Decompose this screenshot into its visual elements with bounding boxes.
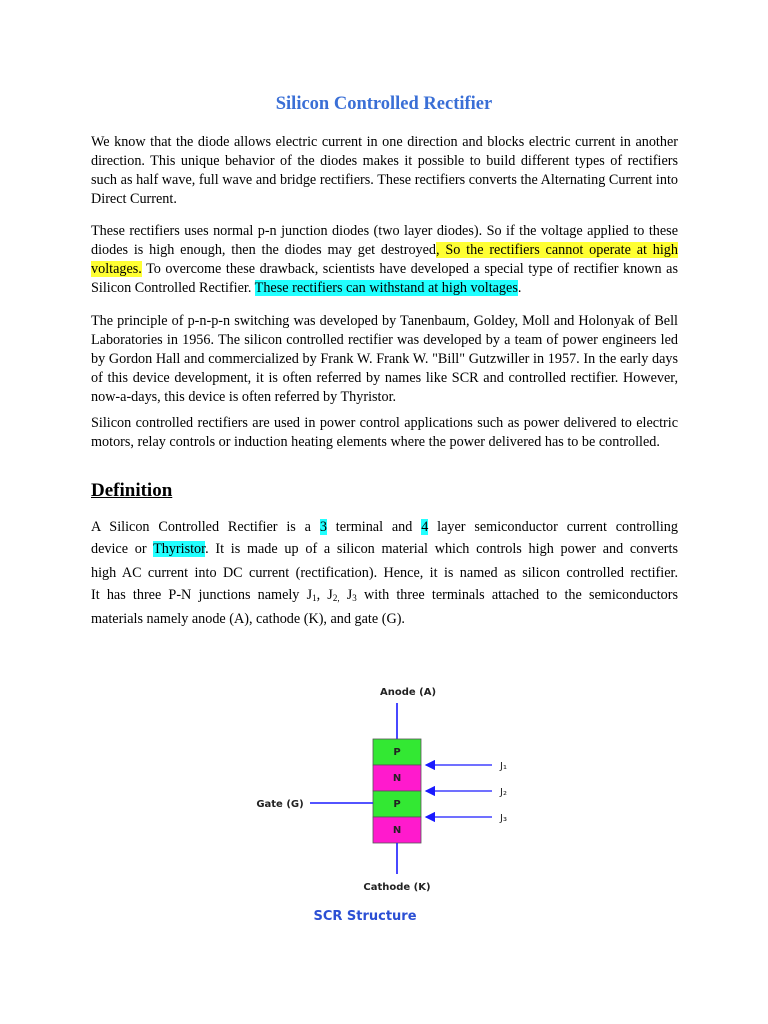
definition-line: high AC current into DC current (rectification). Hence, it is named as silicon controlled rectifier. — [91, 565, 678, 581]
intro-paragraph: We know that the diode allows electric current in one direction and blocks electric current in another direction. This unique behavior of the diodes makes it possible to build different types of rectifiers such as half wave, full wave and bridge rectifiers. These rectifiers converts the Alternating Current into Direct Current. — [91, 134, 678, 207]
subscript: 2, — [332, 593, 340, 603]
layer-label: N — [392, 773, 402, 784]
anode-label: Anode (A) — [379, 687, 437, 698]
text-run: with three terminals attached to the semiconductors — [356, 587, 679, 603]
text-run: To overcome these drawback, scientists have developed a special type of rectifier known as Silicon Controlled Rectifier. — [91, 261, 678, 296]
highlight-cyan: 4 — [421, 519, 429, 535]
highlight-cyan: Thyristor — [153, 541, 206, 557]
junction-label: J₃ — [500, 813, 507, 824]
cathode-label: Cathode (K) — [363, 882, 431, 893]
history-paragraph: The principle of p-n-p-n switching was developed by Tanenbaum, Goldey, Moll and Holonyak of Bell Laboratories in 1956. The silicon controlled rectifier was developed by a team of power engineers led by Gordon Hall and commercialized by Frank W. Frank W. "Bill" Gutzwiller in 1957. In the early days of this device development, it is often referred by names like SCR and controlled rectifier. However, now-a-days, this device is often referred by Thyristor. — [91, 313, 678, 405]
text-run: terminal and — [326, 519, 422, 535]
scr-structure-diagram — [240, 676, 530, 926]
text-run: device or — [91, 541, 154, 557]
junction-label: J₂ — [500, 787, 507, 798]
subscript: 3 — [352, 593, 357, 603]
highlight-yellow: , So the rectifiers cannot operate at high voltages. — [91, 242, 678, 277]
text-run: . — [517, 280, 522, 296]
definition-paragraph — [91, 516, 678, 630]
layer-label: P — [393, 799, 401, 810]
definition-heading: Definition — [91, 480, 173, 501]
gate-label: Gate (G) — [256, 799, 304, 810]
highlight-cyan: These rectifiers can withstand at high voltages — [254, 280, 518, 296]
definition-line — [91, 538, 678, 560]
layer-label: N — [392, 825, 402, 836]
page-title: Silicon Controlled Rectifier — [275, 94, 493, 114]
subscript: 1 — [312, 593, 317, 603]
junction-label: J₁ — [500, 761, 507, 772]
text-run: layer semiconductor current controlling — [428, 519, 678, 535]
layer-label: P — [393, 747, 401, 758]
highlight-cyan: 3 — [319, 519, 327, 535]
rectifier-paragraph — [91, 222, 678, 298]
text-run: J — [339, 587, 353, 603]
diagram-caption: SCR Structure — [313, 909, 417, 924]
text-run: It has three P-N junctions namely J — [91, 587, 313, 603]
definition-line — [91, 516, 678, 538]
definition-line: materials namely anode (A), cathode (K), and gate (G). — [91, 611, 405, 627]
text-run: . It is made up of a silicon material which controls high power and converts — [205, 541, 678, 557]
text-run: A Silicon Controlled Rectifier is a — [91, 519, 320, 535]
text-run: These rectifiers uses normal p-n junction diodes (two layer diodes). So if the voltage applied to these diodes is high enough, then the diodes may get destroyed — [91, 223, 678, 258]
definition-line — [91, 584, 678, 606]
applications-paragraph: Silicon controlled rectifiers are used in power control applications such as power delivered to electric motors, relay controls or induction heating elements where the power delivered has to be controlled. — [91, 415, 678, 450]
text-run: , J — [316, 587, 333, 603]
